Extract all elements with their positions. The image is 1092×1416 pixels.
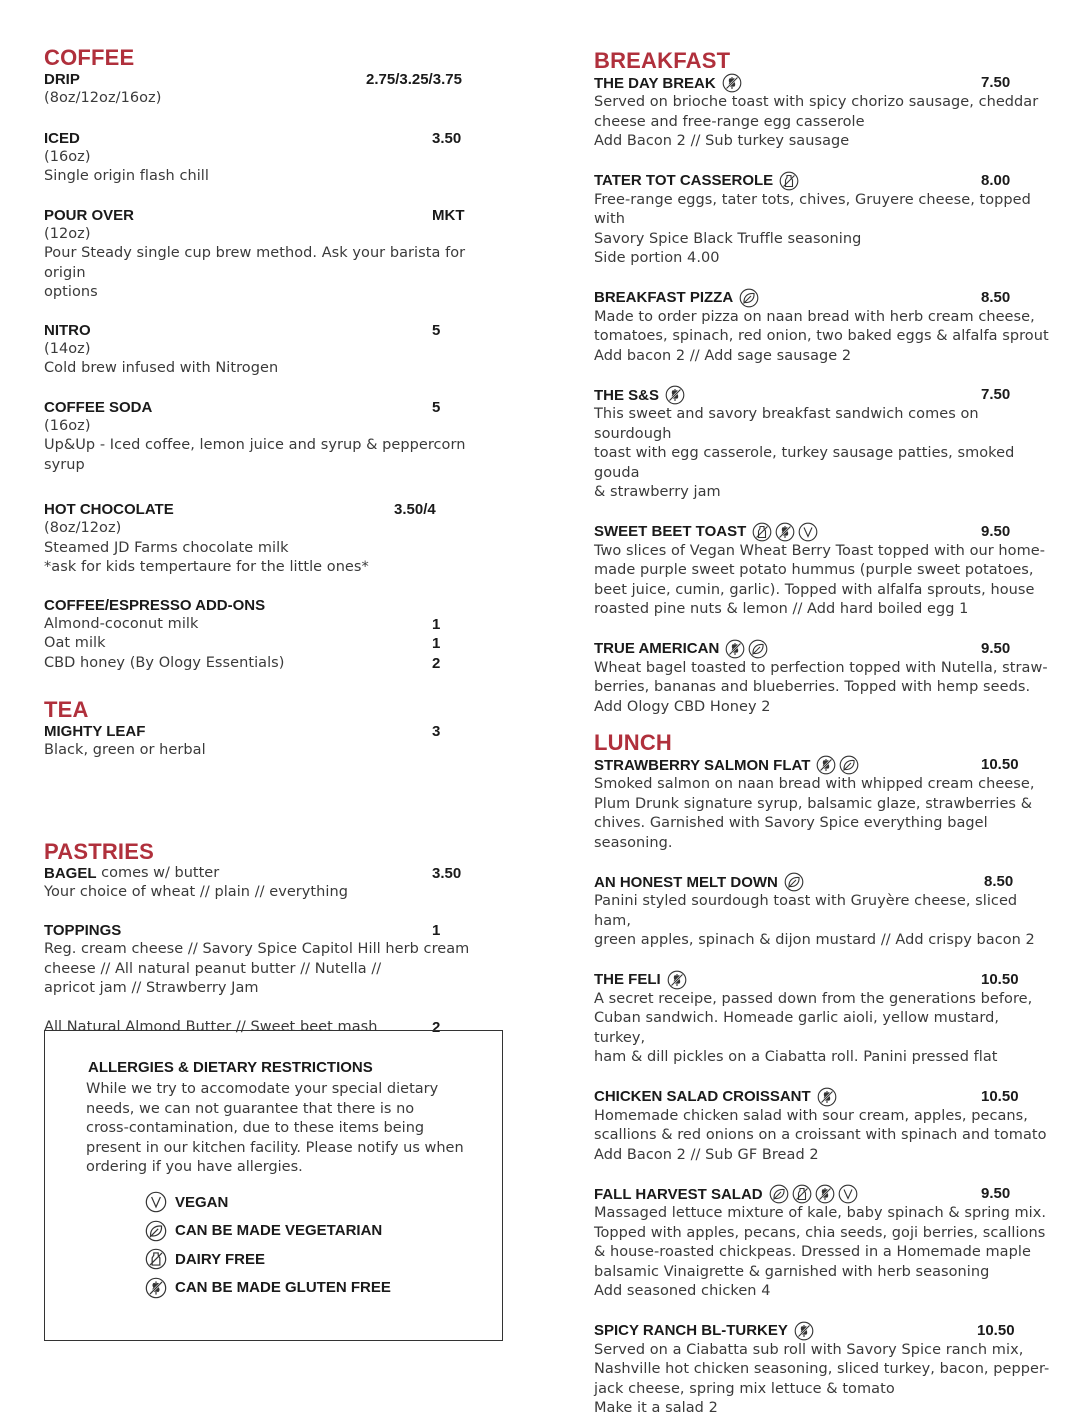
- gluten-free-icon: [775, 522, 795, 542]
- item-desc: balsamic Vinaigrette & garnished with herb seasoning: [594, 1263, 990, 1280]
- item-name: CHICKEN SALAD CROISSANT: [594, 1088, 811, 1105]
- breakfast-items: [594, 73, 1054, 717]
- item-name: AN HONEST MELT DOWN: [594, 873, 778, 891]
- allergies-line: cross-contamination, due to these items being: [86, 1120, 425, 1136]
- menu-item: [594, 1184, 1054, 1302]
- menu-item: [44, 398, 504, 476]
- item-price: 1: [432, 922, 441, 939]
- addon-price: 1: [432, 615, 441, 633]
- gluten-free-icon: [722, 73, 742, 93]
- menu-item: [594, 872, 1054, 951]
- addon-label: All Natural Almond Butter // Sweet beet mash: [44, 1018, 378, 1035]
- dairy-free-icon: [792, 1184, 812, 1204]
- item-price: 3.50: [432, 864, 462, 882]
- item-name: POUR OVER: [44, 206, 135, 224]
- item-desc: Add Bacon 2 // Sub turkey sausage: [594, 133, 850, 149]
- allergies-line: needs, we can not guarantee that there is no: [86, 1100, 415, 1117]
- item-name: DRIP: [44, 71, 80, 88]
- dietary-icons: [794, 1321, 814, 1341]
- section-title-lunch: LUNCH: [594, 730, 672, 755]
- item-name: NITRO: [44, 321, 91, 339]
- legend-row-dairy-free: [145, 1245, 391, 1274]
- menu-item: [594, 970, 1054, 1068]
- menu-item: [594, 1321, 1054, 1416]
- item-name: TOPPINGS: [44, 922, 122, 939]
- legend-label: DAIRY FREE: [175, 1250, 266, 1268]
- menu-item: [594, 171, 1054, 269]
- vegetarian-icon: [839, 755, 859, 775]
- item-name: TRUE AMERICAN: [594, 640, 720, 657]
- vegetarian-icon: [769, 1184, 789, 1204]
- item-desc: Wheat bagel toasted to perfection topped with Nutella, straw-: [594, 659, 1048, 676]
- item-name: STRAWBERRY SALMON FLAT: [594, 756, 811, 774]
- menu-item: [44, 864, 504, 903]
- item-desc: Add bacon 2 // Add sage sausage 2: [594, 347, 852, 364]
- dietary-legend: [145, 1188, 391, 1302]
- item-desc: Savory Spice Black Truffle seasoning: [594, 230, 862, 247]
- gluten-free-icon: [816, 755, 836, 775]
- legend-label: CAN BE MADE GLUTEN FREE: [175, 1279, 391, 1297]
- item-desc: Your choice of wheat // plain // everything: [44, 883, 348, 900]
- item-name-suffix: comes w/ butter: [96, 864, 220, 881]
- item-desc: (12oz): [44, 225, 91, 242]
- item-name: BREAKFAST PIZZA: [594, 289, 734, 306]
- vegetarian-icon: [145, 1220, 167, 1242]
- item-price: 5: [432, 398, 441, 416]
- section-title-breakfast: BREAKFAST: [594, 48, 731, 73]
- dairy-free-icon: [145, 1248, 167, 1270]
- item-price: 3: [432, 723, 441, 740]
- item-desc: Pour Steady single cup brew method. Ask your barista for origin: [44, 245, 466, 281]
- addon-label: Almond-coconut milk: [44, 615, 199, 632]
- vegetarian-icon: [784, 872, 804, 892]
- addon-price: 2: [432, 1018, 441, 1036]
- item-desc: & house-roasted chickpeas. Dressed in a Homemade maple: [594, 1244, 1031, 1260]
- allergies-line: While we try to accomodate your special dietary: [86, 1081, 439, 1097]
- item-price: 7.50: [981, 386, 1011, 403]
- item-desc: This sweet and savory breakfast sandwich comes on sourdough: [594, 406, 979, 442]
- item-desc: Homemade chicken salad with sour cream, apples, pecans,: [594, 1107, 1028, 1124]
- item-desc: jack cheese, spring mix lettuce & tomato: [594, 1380, 895, 1397]
- item-desc: green apples, spinach & dijon mustard // Add crispy bacon 2: [594, 932, 1035, 948]
- item-desc: Add Bacon 2 // Sub GF Bread 2: [594, 1146, 819, 1163]
- item-desc: options: [44, 284, 98, 300]
- item-desc: (14oz): [44, 340, 91, 357]
- dietary-icons: [769, 1184, 858, 1204]
- dietary-icons: [665, 385, 685, 405]
- dietary-icons: [722, 73, 742, 93]
- allergies-line: present in our kitchen facility. Please notify us when: [86, 1139, 464, 1156]
- vegan-icon: [145, 1191, 167, 1213]
- item-desc: Served on a Ciabatta sub roll with Savory Spice ranch mix,: [594, 1341, 1024, 1358]
- item-desc: Add Ology CBD Honey 2: [594, 698, 771, 715]
- item-desc: Reg. cream cheese // Savory Spice Capitol Hill herb cream: [44, 941, 470, 957]
- item-desc: cheese and free-range egg casserole: [594, 113, 865, 130]
- addon-price: 1: [432, 635, 441, 652]
- menu-item: [44, 921, 504, 999]
- dairy-free-icon: [779, 171, 799, 191]
- item-price: 9.50: [981, 1185, 1011, 1202]
- addon-row: [44, 615, 504, 635]
- left-column: [44, 46, 504, 1037]
- vegan-icon: [798, 522, 818, 542]
- item-name: ICED: [44, 129, 80, 147]
- item-price: 10.50: [977, 1321, 1015, 1339]
- dietary-icons: [784, 872, 804, 892]
- allergies-line: ordering if you have allergies.: [86, 1159, 303, 1175]
- item-desc: Served on brioche toast with spicy chorizo sausage, cheddar: [594, 94, 1039, 110]
- item-desc: berries, bananas and blueberries. Topped with hemp seeds.: [594, 679, 1031, 695]
- item-price: 5: [432, 321, 441, 339]
- item-price: MKT: [432, 206, 465, 224]
- menu-item: [594, 385, 1054, 503]
- item-name: THE S&S: [594, 386, 660, 404]
- item-price: 9.50: [981, 522, 1011, 540]
- item-desc: roasted pine nuts & lemon // Add hard boiled egg 1: [594, 601, 969, 617]
- menu-item: [44, 722, 504, 761]
- addons-title: COFFEE/ESPRESSO ADD-ONS: [44, 596, 266, 614]
- gluten-free-icon: [145, 1277, 167, 1299]
- item-desc: Cuban sandwich. Homeade garlic aioli, yellow mustard, turkey,: [594, 1010, 1000, 1046]
- item-desc: Nashville hot chicken seasoning, sliced turkey, bacon, pepper-: [594, 1361, 1050, 1377]
- menu-item: [594, 288, 1054, 367]
- dietary-icons: [779, 171, 799, 191]
- item-desc: Massaged lettuce mixture of kale, baby spinach & spring mix.: [594, 1205, 1047, 1221]
- item-price: 2.75/3.25/3.75: [366, 71, 462, 88]
- item-desc: cheese // All natural peanut butter // Nutella //: [44, 960, 382, 977]
- item-desc: toast with egg casserole, turkey sausage patties, smoked gouda: [594, 445, 1015, 481]
- menu-item: [44, 500, 504, 578]
- item-price: 8.50: [981, 288, 1011, 306]
- menu-item: [44, 206, 504, 303]
- dietary-icons: [725, 639, 768, 659]
- item-name: FALL HARVEST SALAD: [594, 1185, 763, 1203]
- item-desc: apricot jam // Strawberry Jam: [44, 980, 259, 996]
- allergies-title: ALLERGIES & DIETARY RESTRICTIONS: [88, 1059, 373, 1076]
- menu-item: [44, 70, 504, 109]
- menu-item: [594, 639, 1054, 718]
- addon-row: [44, 654, 504, 674]
- gluten-free-icon: [665, 385, 685, 405]
- dietary-icons: [752, 522, 818, 542]
- item-price: 3.50/4: [394, 501, 436, 518]
- allergies-box: [44, 1030, 503, 1341]
- right-column: [594, 49, 1054, 1416]
- item-name: THE FELI: [594, 971, 661, 988]
- addon-label: CBD honey (By Ology Essentials): [44, 654, 285, 671]
- item-desc: Made to order pizza on naan bread with herb cream cheese,: [594, 308, 1035, 325]
- item-desc: chives. Garnished with Savory Spice everything bagel seasoning.: [594, 815, 988, 851]
- legend-label: VEGAN: [175, 1193, 229, 1211]
- menu-item: [44, 129, 504, 187]
- dietary-icons: [667, 970, 687, 990]
- gluten-free-icon: [794, 1321, 814, 1341]
- item-desc: Make it a salad 2: [594, 1400, 718, 1416]
- addon-row: [44, 634, 504, 654]
- item-desc: (8oz/12oz): [44, 520, 122, 536]
- item-price: 9.50: [981, 639, 1011, 657]
- item-desc: made purple sweet potato hummus (purple sweet potatoes,: [594, 562, 1034, 578]
- vegan-icon: [838, 1184, 858, 1204]
- legend-row-gluten-free: [145, 1274, 391, 1303]
- item-desc: Free-range eggs, tater tots, chives, Gruyere cheese, topped with: [594, 191, 1031, 227]
- legend-row-vegetarian: [145, 1217, 391, 1246]
- dietary-icons: [816, 755, 859, 775]
- gluten-free-icon: [817, 1087, 837, 1107]
- menu-item: [594, 1087, 1054, 1166]
- item-desc: Up&Up - Iced coffee, lemon juice and syrup & peppercorn syrup: [44, 437, 466, 473]
- item-price: 8.00: [981, 171, 1011, 189]
- vegetarian-icon: [739, 288, 759, 308]
- legend-row-vegan: [145, 1188, 391, 1217]
- item-desc: A secret receipe, passed down from the generations before,: [594, 990, 1033, 1007]
- lunch-items: [594, 755, 1054, 1416]
- addon-label: Oat milk: [44, 635, 106, 651]
- item-desc: Side portion 4.00: [594, 250, 720, 266]
- gluten-free-icon: [667, 970, 687, 990]
- menu-item: [594, 522, 1054, 620]
- menu-item: [44, 321, 504, 379]
- item-desc: *ask for kids tempertaure for the little ones*: [44, 559, 369, 575]
- item-desc: Black, green or herbal: [44, 742, 206, 758]
- menu-item: [594, 755, 1054, 853]
- dietary-icons: [739, 288, 759, 308]
- item-desc: Steamed JD Farms chocolate milk: [44, 539, 289, 556]
- gluten-free-icon: [725, 639, 745, 659]
- item-desc: ham & dill pickles on a Ciabatta roll. Panini pressed flat: [594, 1049, 998, 1065]
- item-desc: tomatoes, spinach, red onion, two baked eggs & alfalfa sprout: [594, 328, 1049, 344]
- gluten-free-icon: [815, 1184, 835, 1204]
- item-desc: Smoked salmon on naan bread with whipped cream cheese,: [594, 776, 1035, 792]
- item-price: 10.50: [981, 970, 1019, 988]
- item-name: HOT CHOCOLATE: [44, 501, 174, 518]
- item-desc: Topped with apples, pecans, chia seeds, goji berries, scallions: [594, 1224, 1046, 1241]
- item-name: MIGHTY LEAF: [44, 723, 146, 740]
- item-name: BAGEL: [44, 864, 97, 882]
- item-name: THE DAY BREAK: [594, 74, 716, 92]
- dairy-free-icon: [752, 522, 772, 542]
- allergies-text: [86, 1080, 466, 1178]
- item-desc: (16oz): [44, 417, 91, 434]
- item-price: 8.50: [984, 873, 1014, 890]
- item-desc: Plum Drunk signature syrup, balsamic glaze, strawberries &: [594, 795, 1033, 812]
- item-desc: (16oz): [44, 148, 91, 165]
- addon-price: 2: [432, 654, 441, 672]
- item-desc: Panini styled sourdough toast with Gruyère cheese, sliced ham,: [594, 893, 1018, 929]
- item-desc: beet juice, cumin, garlic). Topped with alfalfa sprouts, house: [594, 581, 1035, 598]
- item-price: 10.50: [981, 1087, 1019, 1105]
- item-desc: (8oz/12oz/16oz): [44, 90, 162, 106]
- item-name: COFFEE SODA: [44, 398, 153, 416]
- item-price: 10.50: [981, 756, 1019, 773]
- item-desc: & strawberry jam: [594, 484, 721, 500]
- section-title-tea: TEA: [44, 697, 89, 722]
- item-name: SWEET BEET TOAST: [594, 523, 747, 540]
- legend-label: CAN BE MADE VEGETARIAN: [175, 1222, 383, 1240]
- item-desc: Cold brew infused with Nitrogen: [44, 360, 279, 376]
- item-desc: Add seasoned chicken 4: [594, 1283, 771, 1299]
- menu-item: [594, 73, 1054, 152]
- section-title-coffee: COFFEE: [44, 45, 135, 70]
- item-desc: Two slices of Vegan Wheat Berry Toast topped with our home-: [594, 542, 1045, 559]
- section-title-pastries: PASTRIES: [44, 838, 154, 864]
- item-price: 3.50: [432, 129, 462, 147]
- dietary-icons: [817, 1087, 837, 1107]
- item-name: TATER TOT CASSEROLE: [594, 172, 774, 189]
- item-price: 7.50: [981, 74, 1011, 91]
- vegetarian-icon: [748, 639, 768, 659]
- item-desc: scallions & red onions on a croissant with spinach and tomato: [594, 1127, 1047, 1143]
- addons-group: [44, 596, 504, 674]
- item-name: SPICY RANCH BL-TURKEY: [594, 1322, 788, 1339]
- item-desc: Single origin flash chill: [44, 168, 209, 184]
